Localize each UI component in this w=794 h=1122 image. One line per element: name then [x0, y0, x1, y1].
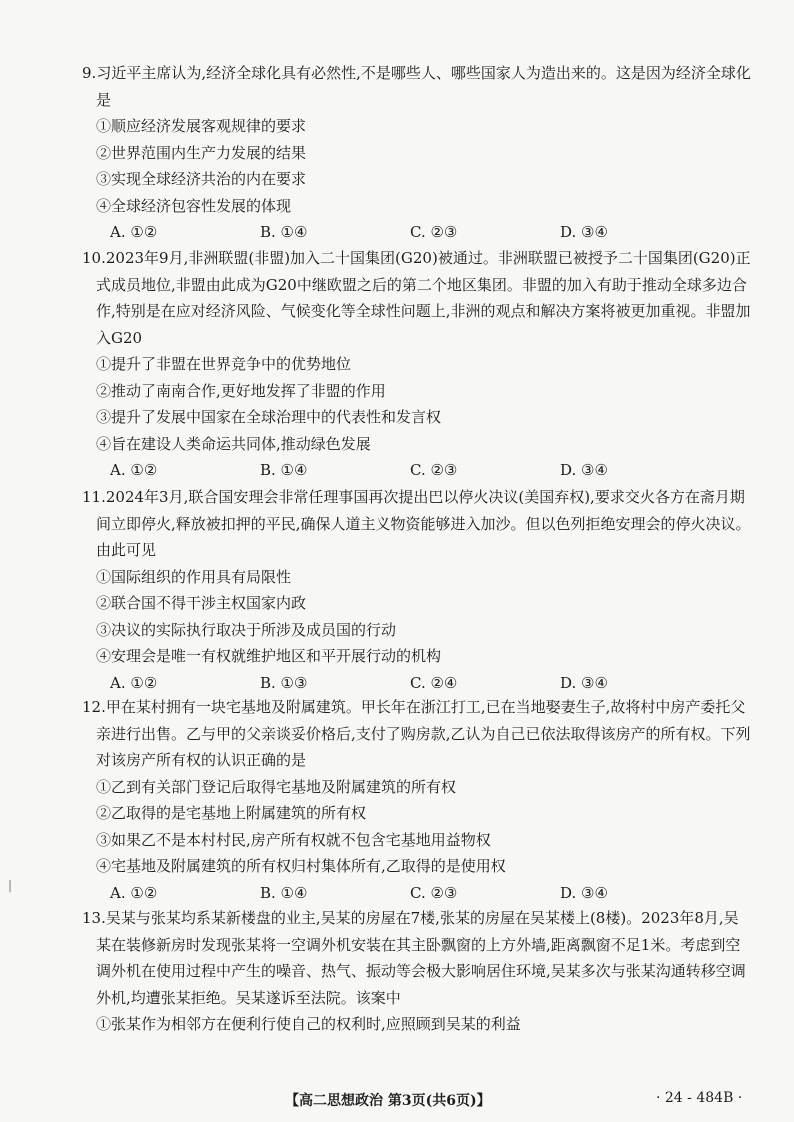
question-stem: 习近平主席认为,经济全球化具有必然性,不是哪些人、哪些国家人为造出来的。这是因为经济全球化是 [96, 64, 751, 109]
option-1: ①张某作为相邻方在便利行使自己的权利时,应照顾到吴某的利益 [96, 1015, 521, 1033]
choice-b: B. ①④ [260, 883, 308, 902]
option-4: ④旨在建设人类命运共同体,推动绿色发展 [96, 434, 371, 453]
question-10 [82, 245, 752, 484]
question-stem: 甲在某村拥有一块宅基地及附属建筑。甲长年在浙江打工,已在当地娶妻生子,故将村中房产委托父亲进行出售。乙与甲的父亲谈妥价格后,支付了购房款,乙认为自己已依法取得该房产的所有权。下列对该房产所有权的认识正确的是 [96, 698, 751, 769]
choice-a: A. ①② [110, 673, 158, 692]
option-4: ④宅基地及附属建筑的所有权归村集体所有,乙取得的是使用权 [96, 857, 506, 875]
option-1: ①国际组织的作用具有局限性 [96, 567, 292, 586]
option-3: ③提升了发展中国家在全球治理中的代表性和发言权 [96, 408, 442, 426]
option-1: ①提升了非盟在世界竞争中的优势地位 [96, 355, 352, 373]
question-11 [82, 484, 752, 696]
option-2: ②推动了南南合作,更好地发挥了非盟的作用 [96, 381, 386, 400]
choice-c: C. ②③ [410, 883, 458, 902]
question-number: 13. [82, 909, 106, 927]
option-3: ③如果乙不是本村村民,房产所有权就不包含宅基地用益物权 [96, 830, 491, 849]
option-4: ④安理会是唯一有权就维护地区和平开展行动的机构 [96, 647, 442, 665]
choice-d: D. ③④ [560, 673, 608, 692]
question-stem: 2023年9月,非洲联盟(非盟)加入二十国集团(G20)被通过。非洲联盟已被授予二十国集团(G20)正式成员地位,非盟由此成为G20中继欧盟之后的第二个地区集团。非盟的加入有助于推动全球多边合作,特别是在应对经济风险、气候变化等全球性问题上,非洲的观点和解决方案将被更加重视。非盟加入G20 [96, 249, 751, 347]
question-number: 11. [82, 488, 106, 506]
question-stem: 吴某与张某均系某新楼盘的业主,吴某的房屋在7楼,张某的房屋在吴某楼上(8楼)。2023年8月,吴某在装修新房时发现张某将一空调外机安装在其主卧飘窗的上方外墙,距离飘窗不足1米。考虑到空调外机在使用过程中产生的噪音、热气、振动等会极大影响居住环境,吴某多次与张某沟通转移空调外机,均遭张某拒绝。吴某遂诉至法院。该案中 [96, 909, 746, 1007]
option-3: ③实现全球经济共治的内在要求 [96, 170, 307, 188]
footer-page-info: 【高二思想政治 第3页(共6页)】 [285, 1093, 491, 1109]
margin-tick: | [8, 878, 13, 892]
choice-a: A. ①② [110, 223, 158, 241]
answer-choices [110, 880, 752, 907]
choice-b: B. ①④ [260, 223, 308, 241]
question-stem: 2024年3月,联合国安理会非常任理事国再次提出巴以停火决议(美国弃权),要求交火各方在斋月期间立即停火,释放被扣押的平民,确保人道主义物资能够进入加沙。但以色列拒绝安理会的停火决议。由此可见 [96, 488, 751, 559]
answer-choices [110, 670, 752, 697]
choice-d: D. ③④ [560, 883, 608, 902]
question-number: 10. [82, 249, 106, 267]
answer-choices [110, 219, 752, 246]
option-2: ②乙取得的是宅基地上附属建筑的所有权 [96, 804, 367, 822]
choice-b: B. ①④ [260, 461, 308, 479]
question-12 [82, 694, 752, 906]
choice-a: A. ①② [110, 461, 158, 479]
question-13 [82, 905, 752, 1038]
answer-choices [110, 457, 752, 484]
choice-d: D. ③④ [560, 223, 608, 241]
question-9 [82, 60, 752, 246]
choice-c: C. ②③ [410, 461, 458, 479]
choice-c: C. ②④ [410, 673, 458, 692]
choice-a: A. ①② [110, 883, 158, 902]
question-number: 9. [82, 64, 97, 82]
option-4: ④全球经济包容性发展的体现 [96, 196, 292, 215]
option-1: ①顺应经济发展客观规律的要求 [96, 117, 307, 135]
choice-b: B. ①③ [260, 673, 308, 692]
choice-d: D. ③④ [560, 461, 608, 479]
option-1: ①乙到有关部门登记后取得宅基地及附属建筑的所有权 [96, 777, 457, 796]
option-3: ③决议的实际执行取决于所涉及成员国的行动 [96, 620, 397, 639]
option-2: ②世界范围内生产力发展的结果 [96, 143, 307, 162]
question-number: 12. [82, 698, 106, 716]
option-2: ②联合国不得干涉主权国家内政 [96, 594, 307, 612]
footer-exam-code: · 24 - 484B · [656, 1090, 743, 1106]
choice-c: C. ②③ [410, 223, 458, 241]
